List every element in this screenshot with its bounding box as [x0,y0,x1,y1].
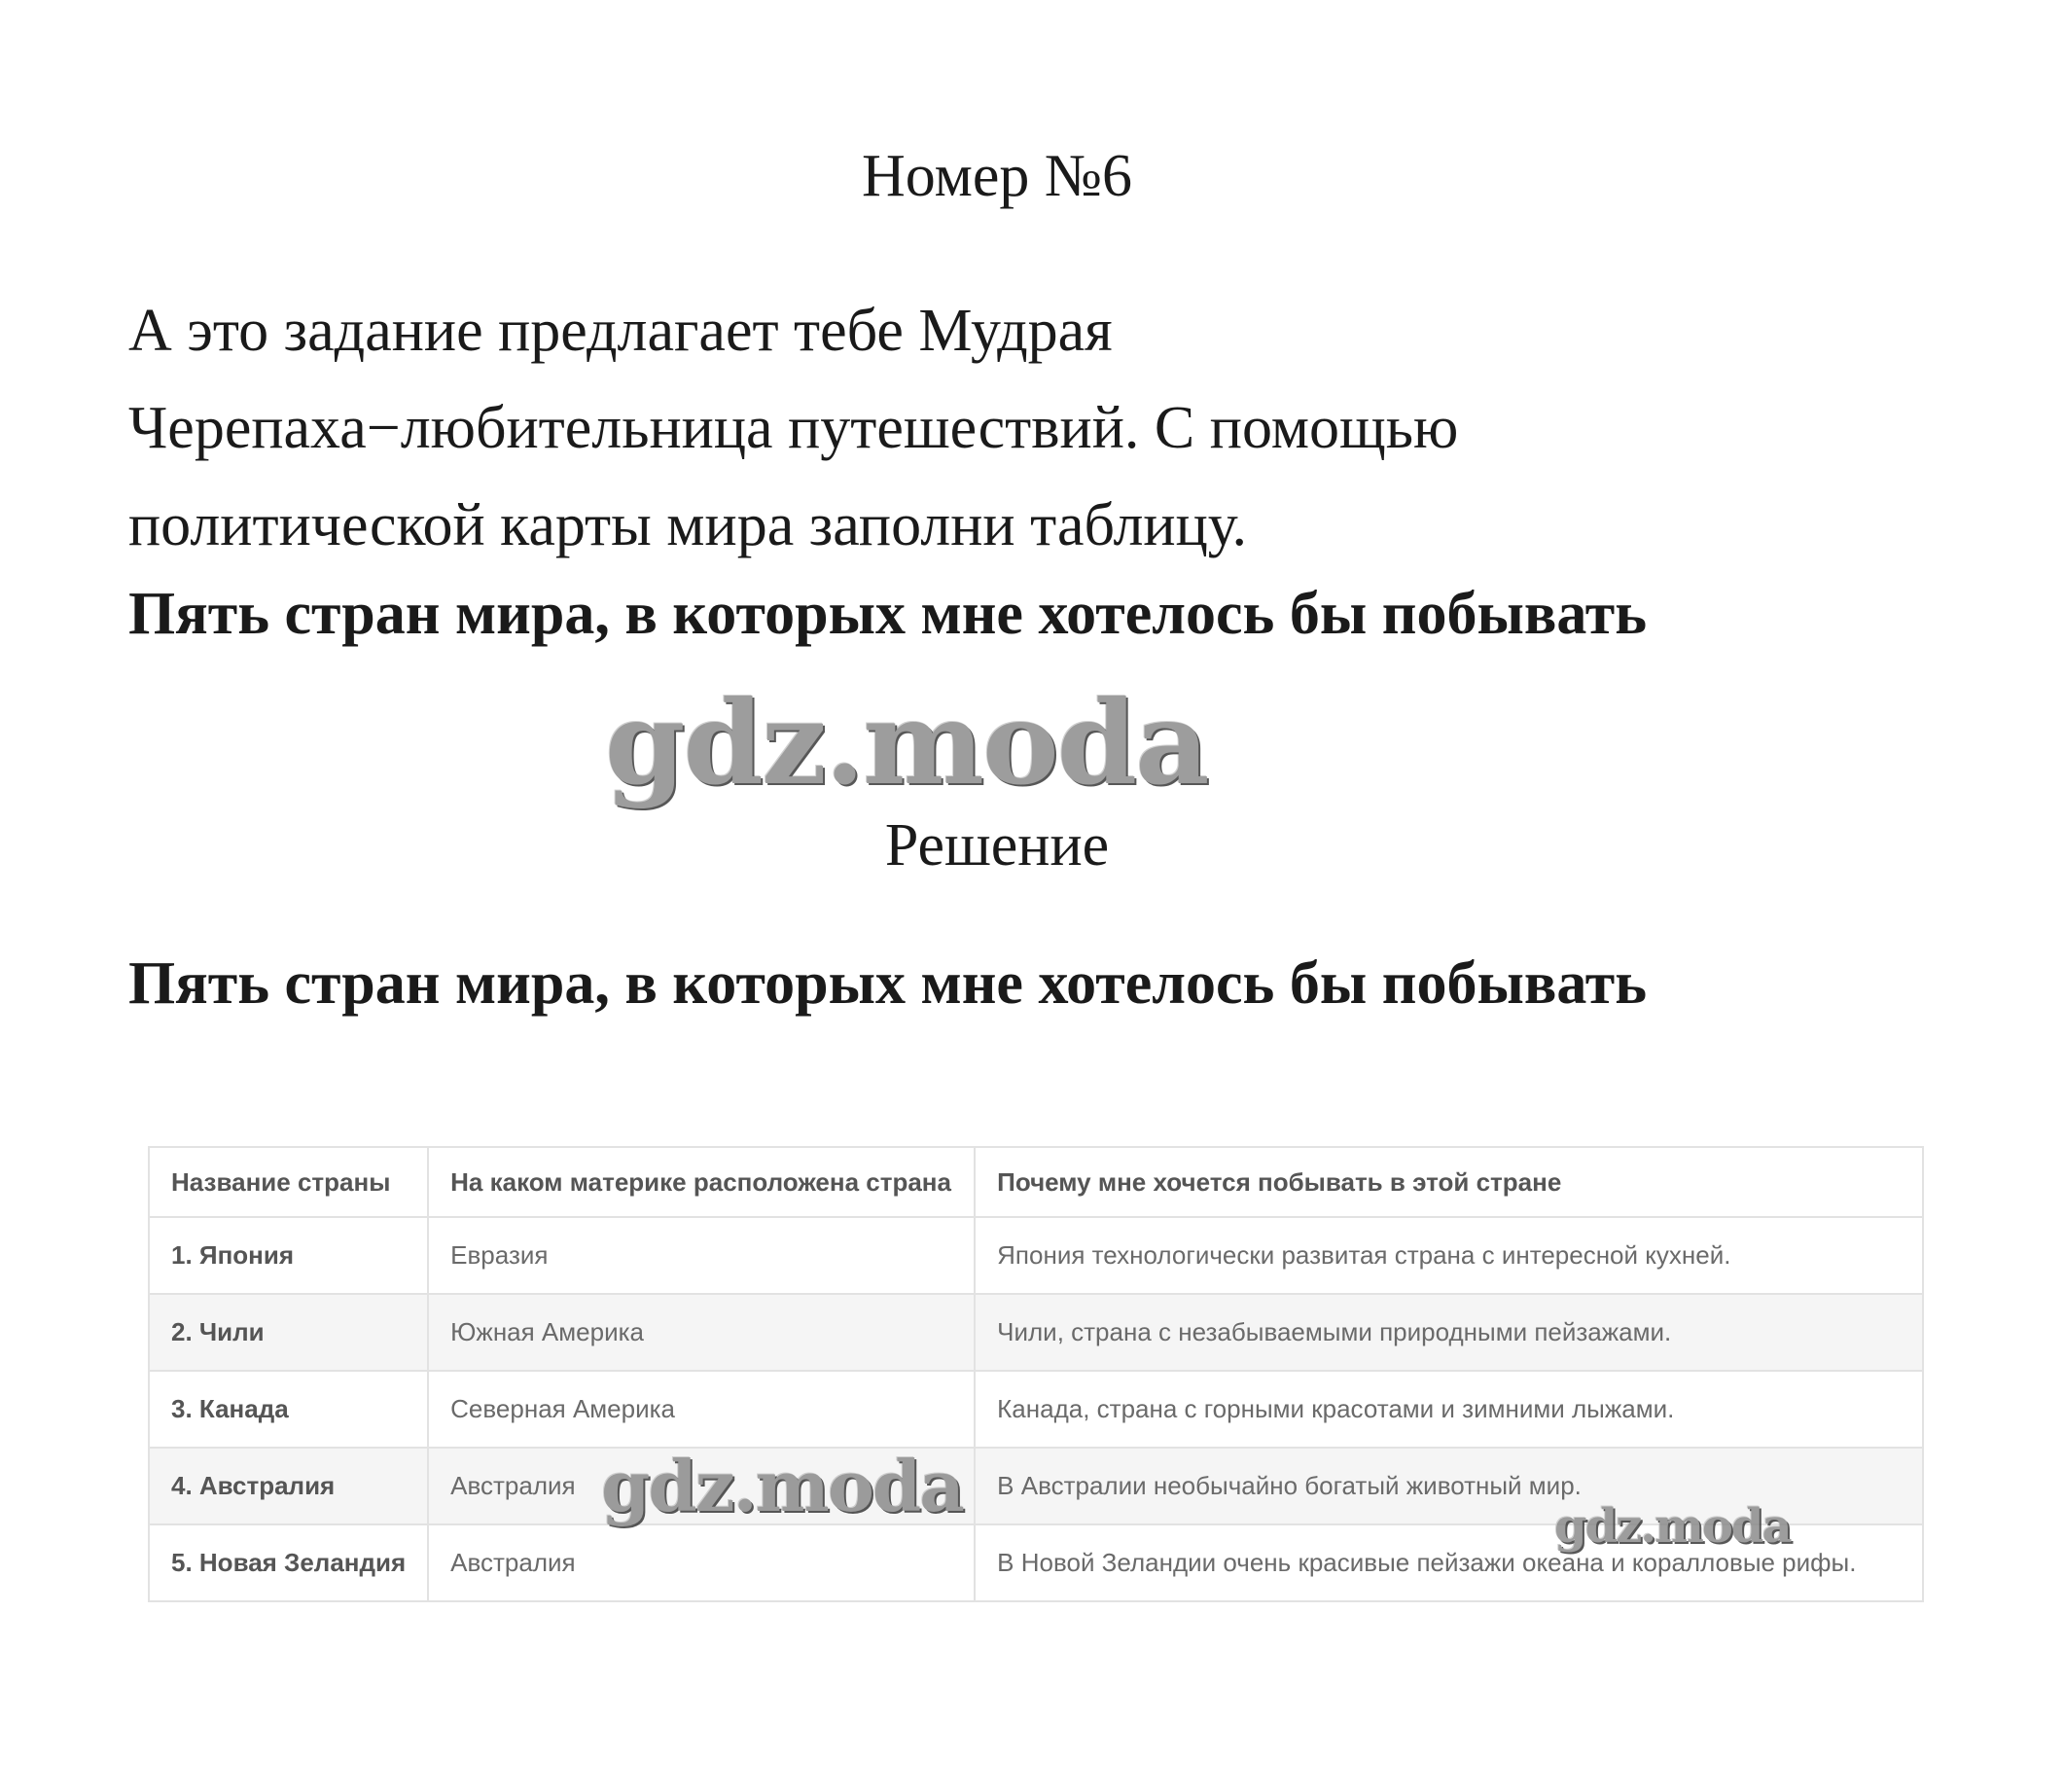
cell-continent: Евразия [428,1217,975,1294]
header-reason: Почему мне хочется побывать в этой стране [975,1147,1923,1217]
cell-reason: Чили, страна с незабываемыми природными пейзажами. [975,1294,1923,1371]
task-text-line: А это задание предлагает тебе Мудрая [128,298,1113,364]
header-country: Название страны [149,1147,428,1217]
cell-reason: Канада, страна с горными красотами и зимними лыжами. [975,1371,1923,1448]
solution-label: Решение [884,812,1110,878]
task-text [128,282,1879,574]
table-row [149,1294,1923,1371]
cell-country: 5. Новая Зеландия [149,1524,428,1601]
solution-heading: Пять стран мира, в которых мне хотелось бы побывать [128,950,1647,1017]
cell-country: 3. Канада [149,1371,428,1448]
cell-continent: Южная Америка [428,1294,975,1371]
watermark-logo: gdz.moda [605,675,1208,810]
task-heading: Пять стран мира, в которых мне хотелось бы побывать [128,581,1647,647]
cell-continent: Австралия [428,1448,975,1524]
cell-country: 4. Австралия [149,1448,428,1524]
task-text-line: политической карты мира заполни таблицу. [128,492,1248,558]
cell-reason: В Австралии необычайно богатый животный мир. [975,1448,1923,1524]
header-continent: На каком материке расположена страна [428,1147,975,1217]
cell-continent: Австралия [428,1524,975,1601]
watermark-logo: gdz.moda [1554,1499,1791,1554]
watermark-logo: gdz.moda [601,1445,963,1527]
cell-reason: Япония технологически развитая страна с интересной кухней. [975,1217,1923,1294]
cell-continent: Северная Америка [428,1371,975,1448]
table-header-row [149,1147,1923,1217]
table-row [149,1217,1923,1294]
cell-country: 2. Чили [149,1294,428,1371]
page-title: Номер №6 [861,143,1132,209]
cell-reason: В Новой Зеландии очень красивые пейзажи океана и коралловые рифы. [975,1524,1923,1601]
cell-country: 1. Япония [149,1217,428,1294]
table-row [149,1371,1923,1448]
task-text-line: Черепаха−любительница путешествий. С помощью [128,395,1459,461]
